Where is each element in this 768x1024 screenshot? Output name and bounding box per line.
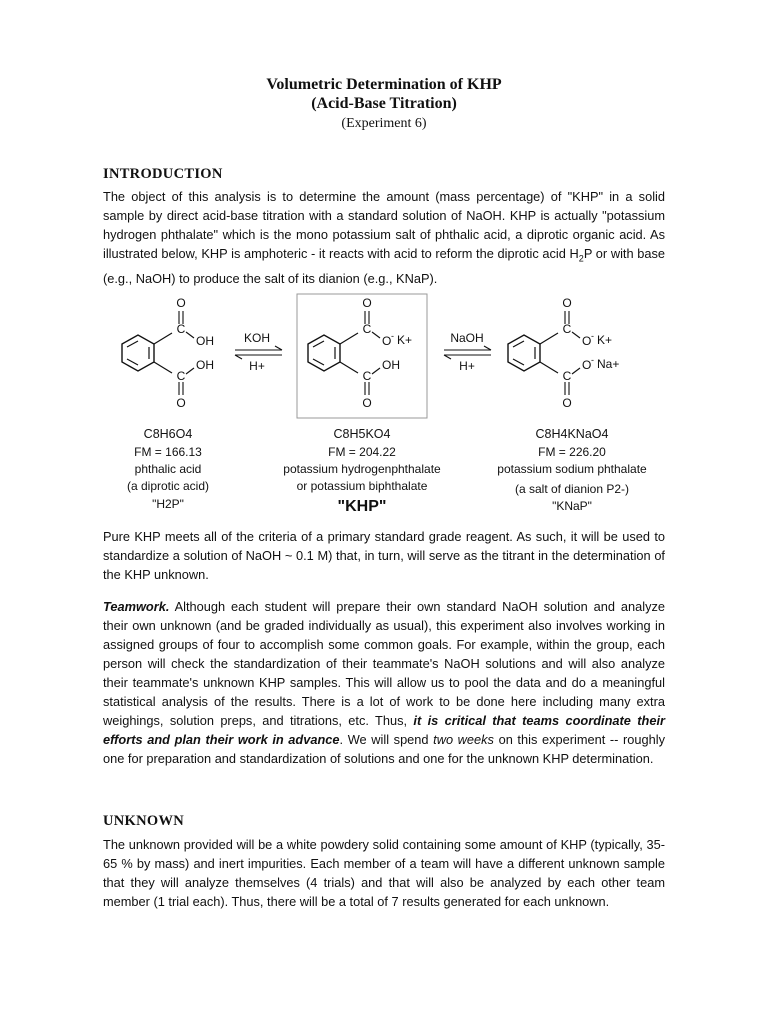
teamwork-text-c: on this experiment -- roughly one for preparation and standardization of solutions and one for the unknown KHP determination. (103, 732, 665, 766)
atom-label: O (582, 334, 592, 348)
atom-label: C (176, 369, 186, 383)
atom-label: O (562, 396, 572, 410)
charge-label: - (391, 331, 394, 341)
atom-label: C (562, 369, 572, 383)
reagent-h-plus: H+ (459, 359, 475, 373)
formula-label: C8H6O4 (143, 427, 193, 441)
compound-note: or potassium biphthalate (296, 479, 428, 493)
atom-label: O (176, 396, 186, 410)
atom-label: O (562, 296, 572, 310)
atom-label: C (362, 322, 372, 336)
khp-structure (308, 296, 412, 410)
compound-name: potassium hydrogenphthalate (283, 462, 441, 476)
formula-mass: FM = 204.22 (328, 445, 396, 459)
atom-label: Na+ (597, 357, 620, 371)
formula-mass: FM = 166.13 (134, 445, 202, 459)
intro-text-b: P or with base (e.g., NaOH) to produce the salt of its dianion (e.g., KNaP). (103, 246, 665, 286)
compound-note: (a salt of dianion P2-) (514, 482, 630, 496)
introduction-heading: INTRODUCTION (103, 166, 223, 182)
atom-label: OH (196, 334, 214, 348)
formula-mass: FM = 226.20 (538, 445, 606, 459)
knap-structure (508, 296, 619, 410)
atom-label: O (362, 396, 372, 410)
atom-label: O (382, 334, 392, 348)
abbreviation: "KNaP" (552, 499, 592, 513)
molecule-2-caption (283, 427, 441, 515)
atom-label: OH (196, 358, 214, 372)
atom-label: O (362, 296, 372, 310)
teamwork-emphasis: it is critical that teams coordinate their efforts and plan their work in advance (103, 713, 665, 747)
reagent-koh: KOH (243, 331, 271, 345)
unknown-heading: UNKNOWN (103, 813, 185, 829)
document-title-line2: (Acid-Base Titration) (311, 95, 457, 112)
experiment-subtitle: (Experiment 6) (341, 116, 427, 131)
teamwork-italic: two weeks (433, 732, 494, 747)
teamwork-lead: Teamwork. (103, 599, 170, 614)
atom-label: C (176, 322, 186, 336)
equilibrium-arrow-2 (444, 331, 491, 373)
compound-name: phthalic acid (134, 462, 202, 476)
reagent-naoh: NaOH (450, 331, 484, 345)
atom-label: C (362, 369, 372, 383)
atom-label: O (582, 358, 592, 372)
reaction-scheme (100, 292, 660, 522)
document-title: Volumetric Determination of KHP (266, 76, 502, 93)
abbreviation: "H2P" (152, 497, 184, 511)
atom-label: C (562, 322, 572, 336)
atom-label: K+ (597, 333, 613, 347)
formula-label: C8H5KO4 (333, 427, 391, 441)
introduction-paragraph (103, 187, 665, 288)
formula-label: C8H4KNaO4 (535, 427, 609, 441)
compound-name: potassium sodium phthalate (497, 462, 647, 476)
charge-label: - (591, 331, 594, 341)
intro-text-a: The object of this analysis is to determine the amount (mass percentage) of "KHP" in a solid sample by direct acid-base titration with a standard solution of NaOH. KHP is actually "potassium hydrogen phthalate" which is the mono potassium salt of phthalic acid, a diprotic organic acid. As illustrated below, KHP is amphoteric - it reacts with acid to reform the diprotic acid H (103, 189, 665, 261)
charge-label: - (591, 355, 594, 365)
teamwork-paragraph (103, 597, 665, 768)
equilibrium-arrow-1 (235, 331, 282, 373)
pure-khp-paragraph: Pure KHP meets all of the criteria of a primary standard grade reagent. As such, it will be used to standardize a solution of NaOH ~ 0.1 M) that, in turn, will serve as the titrant in the determination of the KHP unknown. (103, 529, 665, 582)
unknown-paragraph: The unknown provided will be a white powdery solid containing some amount of KHP (typically, 35-65 % by mass) and inert impurities. Each member of a team will have a different unknown sample that they will analyze themselves (4 trials) and that will also be analyzed by each other team member (1 trial each). Thus, there will be a total of 7 results generated for each unknown. (103, 837, 665, 909)
compound-note: (a diprotic acid) (126, 479, 210, 493)
reagent-h-plus: H+ (249, 359, 265, 373)
teamwork-text-a: Although each student will prepare their own standard NaOH solution and analyze their own unknown (and be graded individually as usual), this experiment also involves working in assigned groups of four to accomplish some common goals. For example, within the group, each person will check the standardization of their teammate's NaOH solutions and will also analyze their teammate's unknown KHP samples. This will allow us to pool the data and do a meaningful statistical analysis of the results. There is a lot of work to be done here including many extra weighings, solution preps, and titrations, etc. Thus, (103, 599, 665, 728)
atom-label: K+ (397, 333, 413, 347)
atom-label: OH (382, 358, 400, 372)
intro-subscript: 2 (578, 253, 584, 264)
khp-abbreviation: "KHP" (337, 498, 387, 515)
atom-label: O (176, 296, 186, 310)
molecule-1-caption (127, 427, 209, 511)
teamwork-text-b: . We will spend (339, 732, 434, 747)
molecule-3-caption (497, 427, 647, 513)
phthalic-acid-structure (122, 296, 214, 410)
